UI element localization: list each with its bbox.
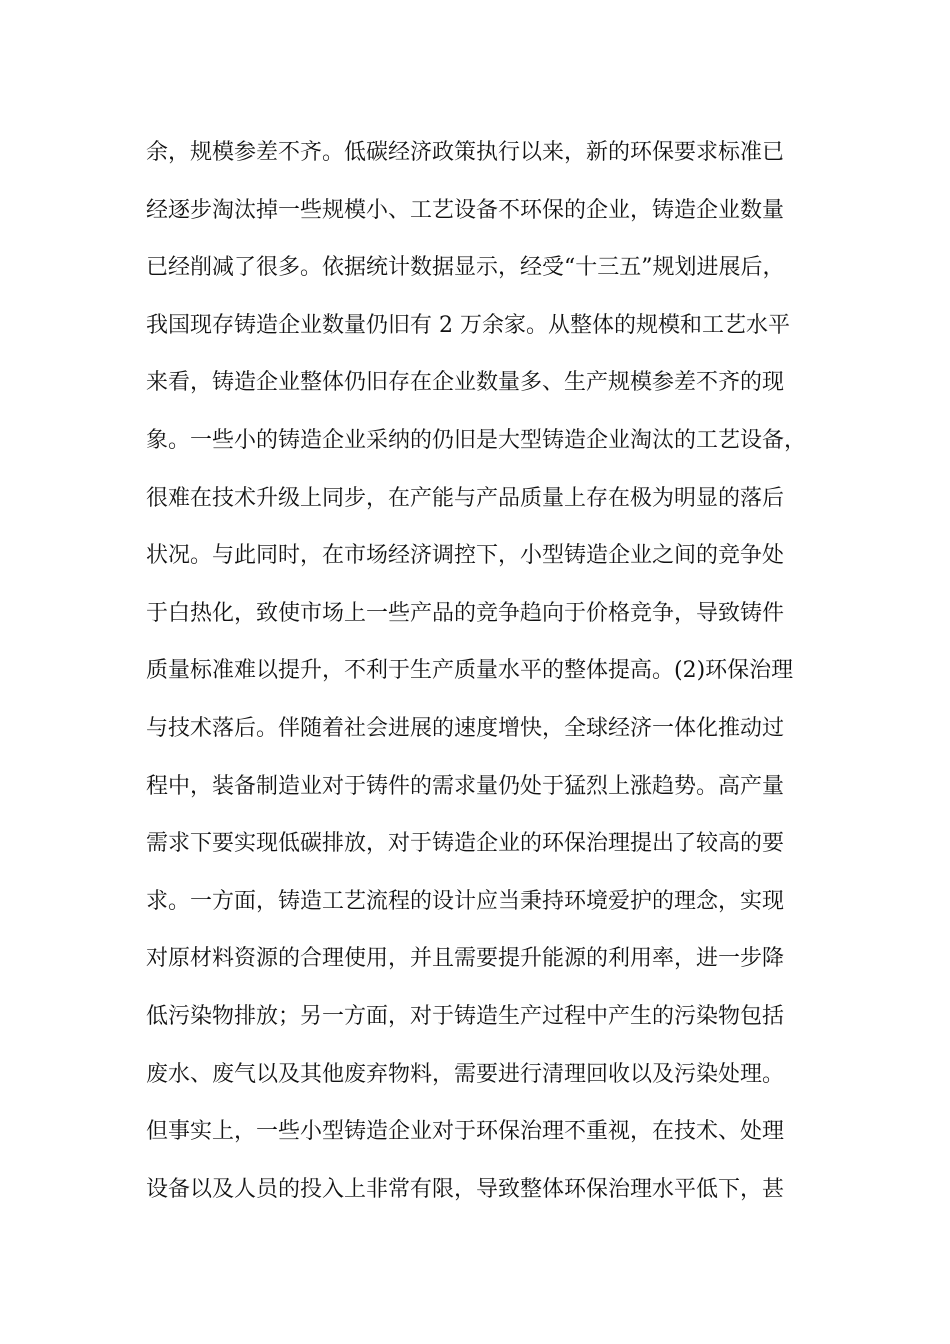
text-line: 状况。与此同时，在市场经济调控下，小型铸造企业之间的竞争处 [146,543,785,569]
text-line: 低污染物排放；另一方面，对于铸造生产过程中产生的污染物包括 [146,1003,785,1029]
text-line: 质量标准难以提升，不利于生产质量水平的整体提高。(2)环保治理 [146,658,794,684]
text-line: 已经削减了很多。依据统计数据显示，经受“十三五”规划进展后， [146,255,785,281]
text-line: 很难在技术升级上同步，在产能与产品质量上存在极为明显的落后 [146,485,785,511]
text-line: 求。一方面，铸造工艺流程的设计应当秉持环境爱护的理念，实现 [146,888,785,914]
text-line: 废水、废气以及其他废弃物料，需要进行清理回收以及污染处理。 [146,1061,785,1087]
text-line: 余，规模参差不齐。低碳经济政策执行以来，新的环保要求标准已 [146,140,785,165]
text-line: 象。一些小的铸造企业采纳的仍旧是大型铸造企业淘汰的工艺设备， [146,427,807,453]
text-line: 来看，铸造企业整体仍旧存在企业数量多、生产规模参差不齐的现 [146,370,785,396]
text-line: 对原材料资源的合理使用，并且需要提升能源的利用率，进一步降 [146,946,785,972]
text-line: 设备以及人员的投入上非常有限，导致整体环保治理水平低下，甚 [146,1176,785,1202]
text-line: 程中，装备制造业对于铸件的需求量仍处于猛烈上涨趋势。高产量 [146,773,785,799]
text-line: 于白热化，致使市场上一些产品的竞争趋向于价格竞争，导致铸件 [146,600,785,626]
body-paragraph [146,131,826,1225]
text-line: 与技术落后。伴随着社会进展的速度增快，全球经济一体化推动过 [146,715,785,741]
text-line: 但事实上，一些小型铸造企业对于环保治理不重视，在技术、处理 [146,1119,785,1145]
text-line: 我国现存铸造企业数量仍旧有 2 万余家。从整体的规模和工艺水平 [146,312,790,338]
text-line: 需求下要实现低碳排放，对于铸造企业的环保治理提出了较高的要 [146,831,785,857]
text-line: 经逐步淘汰掉一些规模小、工艺设备不环保的企业，铸造企业数量 [146,197,785,223]
